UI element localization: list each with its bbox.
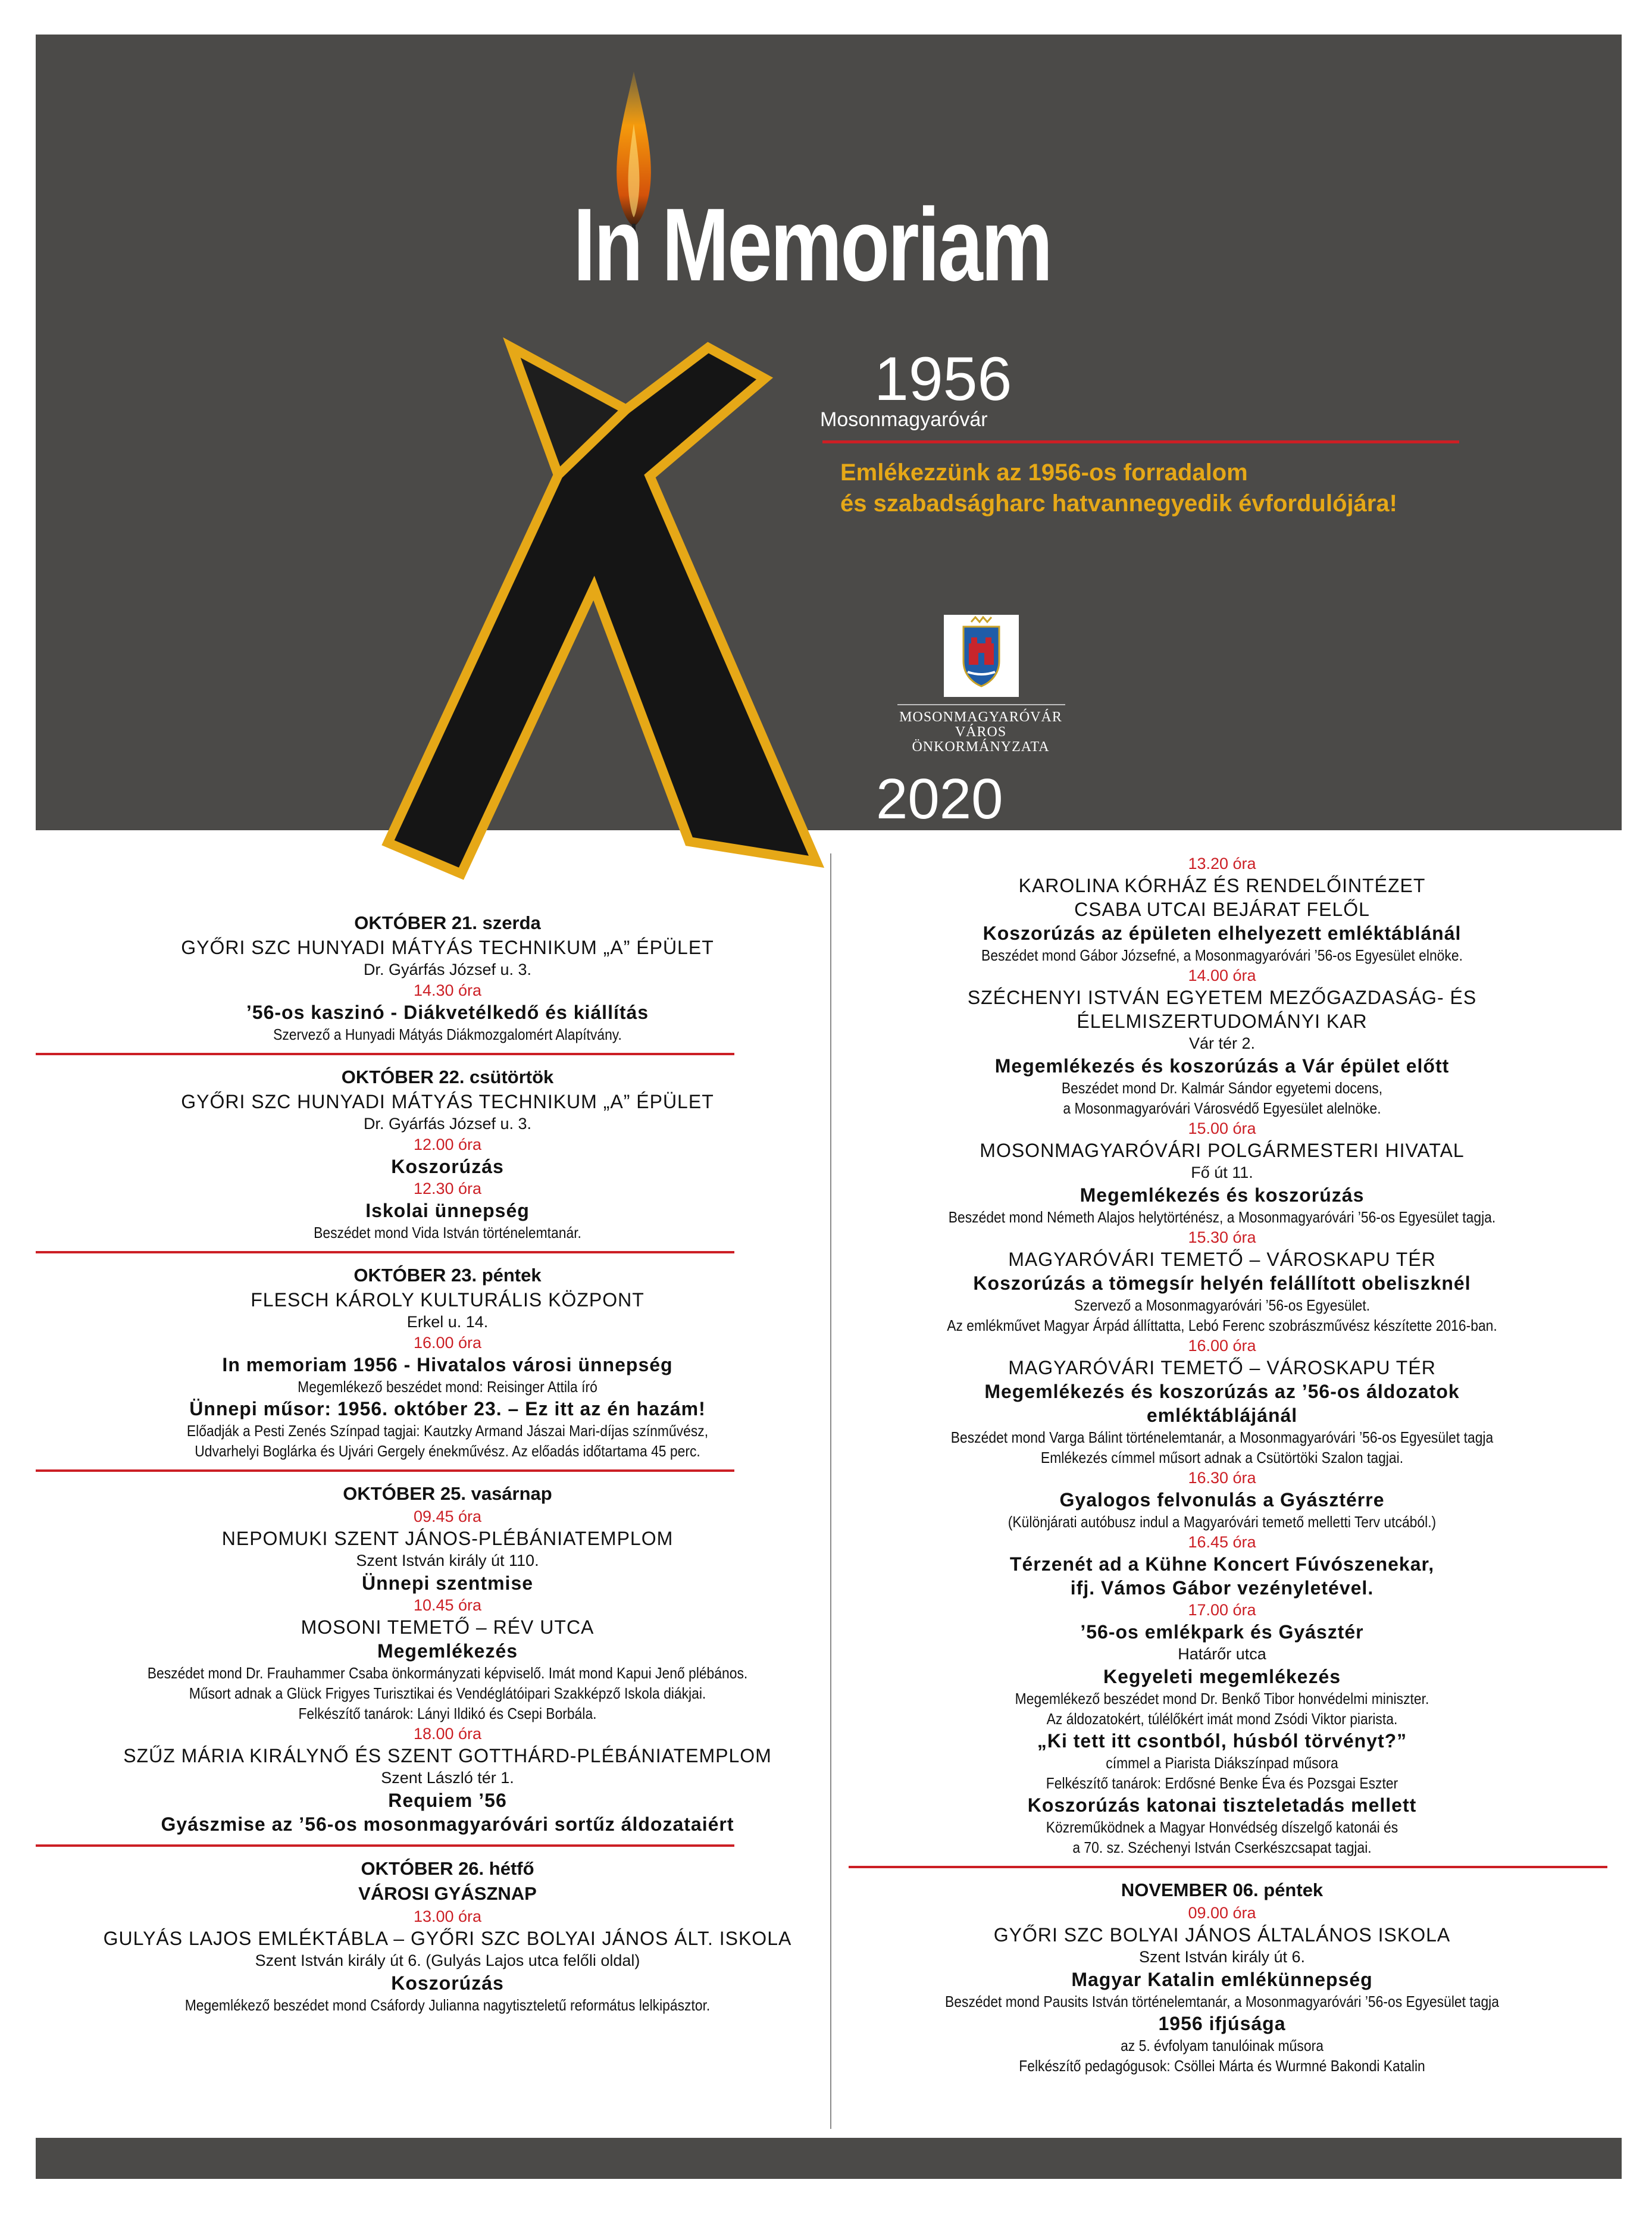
time-line: 16.00 óra <box>413 1334 482 1352</box>
poster <box>36 35 1622 2179</box>
event-title: Koszorúzás az épületen elhelyezett emléktáblánál <box>983 923 1462 944</box>
venue-line: MAGYARÓVÁRI TEMETŐ – VÁROSKAPU TÉR <box>1008 1249 1436 1270</box>
tagline-line-1: Emlékezzünk az 1956-os forradalom <box>840 459 1248 486</box>
address-line: Szent István király út 110. <box>356 1552 539 1569</box>
time-line: 12.00 óra <box>413 1136 482 1153</box>
note-line: az 5. évfolyam tanulóinak műsora <box>1121 2037 1324 2054</box>
event-title: ’56-os emlékpark és Gyásztér <box>1080 1621 1364 1643</box>
note-line: Műsort adnak a Glück Frigyes Turisztikai és Vendéglátóipari Szakképző Iskola diákjai. <box>189 1684 706 1702</box>
venue-line: SZŰZ MÁRIA KIRÁLYNŐ ÉS SZENT GOTTHÁRD-PLÉBÁNIATEMPLOM <box>123 1745 772 1766</box>
time-line: 15.00 óra <box>1188 1119 1256 1137</box>
section-divider <box>36 1053 734 1055</box>
address-line: Szent István király út 6. (Gulyás Lajos utca felőli oldal) <box>255 1952 640 1969</box>
time-line: 17.00 óra <box>1188 1601 1256 1619</box>
note-line: Az emlékművet Magyar Árpád állíttatta, Lebó Ferenc szobrászművész készítette 2016-ban. <box>947 1316 1497 1334</box>
address-line: Dr. Gyárfás József u. 3. <box>363 961 532 978</box>
event-title: Megemlékezés és koszorúzás a Vár épület előtt <box>994 1055 1450 1077</box>
address-line: Dr. Gyárfás József u. 3. <box>363 1115 532 1133</box>
note-line: Megemlékező beszédet mond Dr. Benkő Tibor honvédelmi miniszter. <box>1015 1690 1429 1708</box>
event-title: Koszorúzás <box>391 1156 504 1177</box>
note-line: Beszédet mond Dr. Kalmár Sándor egyetemi docens, <box>1061 1079 1383 1097</box>
event-title: „Ki tett itt csontból, húsból törvényt?” <box>1037 1730 1407 1752</box>
page-title: In Memoriam <box>573 186 1052 302</box>
note-line: Előadják a Pesti Zenés Színpad tagjai: Kautzky Armand Jászai Mari-díjas színművész, <box>186 1422 709 1440</box>
event-title: Koszorúzás a tömegsír helyén felállított obeliszknél <box>973 1272 1471 1294</box>
time-line: 13.20 óra <box>1188 855 1256 873</box>
event-title: Gyászmise az ’56-os mosonmagyaróvári sortűz áldozataiért <box>161 1813 734 1835</box>
venue-line: ÉLELMISZERTUDOMÁNYI KAR <box>1077 1011 1368 1032</box>
time-line: 15.30 óra <box>1188 1228 1256 1246</box>
day-heading: OKTÓBER 26. hétfő <box>361 1858 534 1879</box>
time-line: 13.00 óra <box>413 1907 482 1925</box>
venue-line: NEPOMUKI SZENT JÁNOS-PLÉBÁNIATEMPLOM <box>221 1528 674 1549</box>
city-name: Mosonmagyaróvár <box>820 408 988 431</box>
note-line: Emlékezés címmel műsort adnak a Csütörtöki Szalon tagjai. <box>1040 1449 1404 1466</box>
mourning-ribbon-icon <box>36 35 1622 987</box>
event-title: Gyalogos felvonulás a Gyásztérre <box>1059 1489 1385 1511</box>
note-line: Beszédet mond Vida István történelemtanár. <box>314 1224 581 1242</box>
note-line: címmel a Piarista Diákszínpad műsora <box>1106 1754 1338 1772</box>
footer-band <box>36 2138 1622 2179</box>
event-title: Koszorúzás <box>391 1972 504 1994</box>
note-line: (Különjárati autóbusz indul a Magyaróvári temető melletti Terv utcából.) <box>1008 1513 1437 1531</box>
event-title: Megemlékezés <box>377 1640 518 1662</box>
time-line: 14.30 óra <box>413 981 482 999</box>
event-title: Iskolai ünnepség <box>365 1200 530 1221</box>
event-title: Térzenét ad a Kühne Koncert Fúvószenekar, <box>1009 1553 1435 1575</box>
day-heading: NOVEMBER 06. péntek <box>1121 1880 1324 1900</box>
day-heading: OKTÓBER 21. szerda <box>354 912 541 933</box>
event-title: emléktáblájánál <box>1146 1405 1298 1426</box>
address-line: Szent István király út 6. <box>1138 1948 1306 1966</box>
event-title: Ünnepi műsor: 1956. október 23. – Ez itt az én hazám! <box>189 1398 706 1419</box>
note-line: Beszédet mond Németh Alajos helytörténész, a Mosonmagyaróvári ’56-os Egyesület tagja. <box>948 1208 1496 1226</box>
tagline-line-2: és szabadságharc hatvannegyedik évfordulójára! <box>840 490 1397 517</box>
time-line: 12.30 óra <box>413 1180 482 1197</box>
column-divider <box>830 853 831 2129</box>
note-line: a 70. sz. Széchenyi István Cserkészcsapat tagjai. <box>1072 1838 1372 1856</box>
venue-line: GYŐRI SZC HUNYADI MÁTYÁS TECHNIKUM „A” ÉPÜLET <box>181 937 714 958</box>
time-line: 16.00 óra <box>1188 1337 1256 1355</box>
time-line: 14.00 óra <box>1188 967 1256 984</box>
venue-line: CSABA UTCAI BEJÁRAT FELŐL <box>1074 899 1370 920</box>
time-line: 09.00 óra <box>1188 1904 1256 1922</box>
venue-line: FLESCH KÁROLY KULTURÁLIS KÖZPONT <box>251 1289 644 1311</box>
section-divider <box>849 1866 1607 1868</box>
note-line: Az áldozatokért, túlélőkért imát mond Zsódi Viktor piarista. <box>1046 1710 1398 1728</box>
note-line: Beszédet mond Varga Bálint történelemtanár, a Mosonmagyaróvári ’56-os Egyesület tagja <box>950 1428 1494 1446</box>
note-line: Beszédet mond Dr. Frauhammer Csaba önkormányzati képviselő. Imát mond Kapui Jenő plébános. <box>147 1664 748 1682</box>
time-line: 18.00 óra <box>413 1725 482 1743</box>
time-line: 16.45 óra <box>1188 1533 1256 1551</box>
event-title: Requiem ’56 <box>388 1790 507 1811</box>
note-line: Szervező a Hunyadi Mátyás Diákmozgalomért Alapítvány. <box>273 1025 622 1043</box>
crest-caption-line-1: MOSONMAGYARÓVÁR <box>899 709 1062 725</box>
time-line: 16.30 óra <box>1188 1469 1256 1487</box>
note-line: a Mosonmagyaróvári Városvédő Egyesület alelnöke. <box>1063 1099 1381 1117</box>
crest-caption-line-2: VÁROS <box>955 724 1007 740</box>
venue-line: MAGYARÓVÁRI TEMETŐ – VÁROSKAPU TÉR <box>1008 1357 1436 1378</box>
event-title: Koszorúzás katonai tiszteletadás mellett <box>1027 1794 1417 1816</box>
address-line: Határőr utca <box>1178 1645 1266 1663</box>
event-title: In memoriam 1956 - Hivatalos városi ünnepség <box>222 1354 673 1375</box>
crest-caption-line-3: ÖNKORMÁNYZATA <box>912 739 1050 755</box>
note-line: Beszédet mond Pausits István történelemtanár, a Mosonmagyaróvári ’56-os Egyesület tagja <box>945 1993 1499 2010</box>
note-line: Megemlékező beszédet mond Csáfordy Julianna nagytiszteletű református lelkipásztor. <box>184 1996 711 2014</box>
event-title: Magyar Katalin emlékünnepség <box>1071 1969 1373 1990</box>
venue-line: GYŐRI SZC HUNYADI MÁTYÁS TECHNIKUM „A” ÉPÜLET <box>181 1091 714 1112</box>
event-title: Ünnepi szentmise <box>361 1572 534 1594</box>
section-divider <box>36 1251 734 1253</box>
event-title: ’56-os kaszinó - Diákvetélkedő és kiállítás <box>246 1002 649 1023</box>
note-line: Közreműködnek a Magyar Honvédség díszelgő katonái és <box>1046 1818 1398 1836</box>
note-line: Felkészítő tanárok: Erdősné Benke Éva és Pozsgai Eszter <box>1046 1774 1398 1792</box>
section-divider <box>36 1469 734 1472</box>
venue-line: MOSONI TEMETŐ – RÉV UTCA <box>301 1616 595 1638</box>
left-schedule-column <box>71 911 824 2015</box>
event-title: Kegyeleti megemlékezés <box>1103 1666 1341 1687</box>
event-title: Megemlékezés és koszorúzás <box>1080 1184 1365 1206</box>
time-line: 09.45 óra <box>413 1508 482 1525</box>
note-line: Udvarhelyi Boglárka és Ujvári Gergely énekművész. Az előadás időtartama 45 perc. <box>195 1442 700 1460</box>
event-title: Megemlékezés és koszorúzás az ’56-os áldozatok <box>984 1381 1460 1402</box>
note-line: Beszédet mond Gábor Józsefné, a Mosonmagyaróvári ’56-os Egyesület elnöke. <box>981 946 1463 964</box>
event-title: ifj. Vámos Gábor vezényletével. <box>1070 1577 1374 1599</box>
section-divider <box>36 1844 734 1847</box>
day-heading: OKTÓBER 25. vasárnap <box>343 1483 552 1504</box>
venue-line: KAROLINA KÓRHÁZ ÉS RENDELŐINTÉZET <box>1018 875 1426 896</box>
day-heading: OKTÓBER 22. csütörtök <box>341 1067 554 1087</box>
venue-line: GYŐRI SZC BOLYAI JÁNOS ÁLTALÁNOS ISKOLA <box>993 1924 1451 1946</box>
venue-line: MOSONMAGYARÓVÁRI POLGÁRMESTERI HIVATAL <box>980 1140 1465 1161</box>
time-line: 10.45 óra <box>413 1596 482 1614</box>
venue-line: SZÉCHENYI ISTVÁN EGYETEM MEZŐGAZDASÁG- ÉS <box>967 987 1477 1008</box>
note-line: Megemlékező beszédet mond: Reisinger Attila író <box>298 1378 597 1396</box>
note-line: Felkészítő tanárok: Lányi Ildikó és Csepi Borbála. <box>298 1705 597 1722</box>
address-line: Szent László tér 1. <box>381 1769 514 1787</box>
note-line: Felkészítő pedagógusok: Csöllei Márta és Wurmné Bakondi Katalin <box>1019 2057 1425 2075</box>
day-heading: OKTÓBER 23. péntek <box>353 1265 542 1286</box>
day-heading: VÁROSI GYÁSZNAP <box>358 1883 537 1904</box>
venue-line: GULYÁS LAJOS EMLÉKTÁBLA – GYŐRI SZC BOLYAI JÁNOS ÁLT. ISKOLA <box>103 1928 792 1949</box>
note-line: Szervező a Mosonmagyaróvári ’56-os Egyesület. <box>1074 1296 1371 1314</box>
address-line: Erkel u. 14. <box>406 1313 489 1331</box>
year-1956: 1956 <box>874 345 1012 414</box>
year-2020: 2020 <box>876 767 1003 831</box>
address-line: Vár tér 2. <box>1188 1034 1256 1052</box>
event-title: 1956 ifjúsága <box>1158 2013 1286 2034</box>
address-line: Fő út 11. <box>1191 1164 1253 1181</box>
right-schedule-column <box>837 853 1607 2076</box>
